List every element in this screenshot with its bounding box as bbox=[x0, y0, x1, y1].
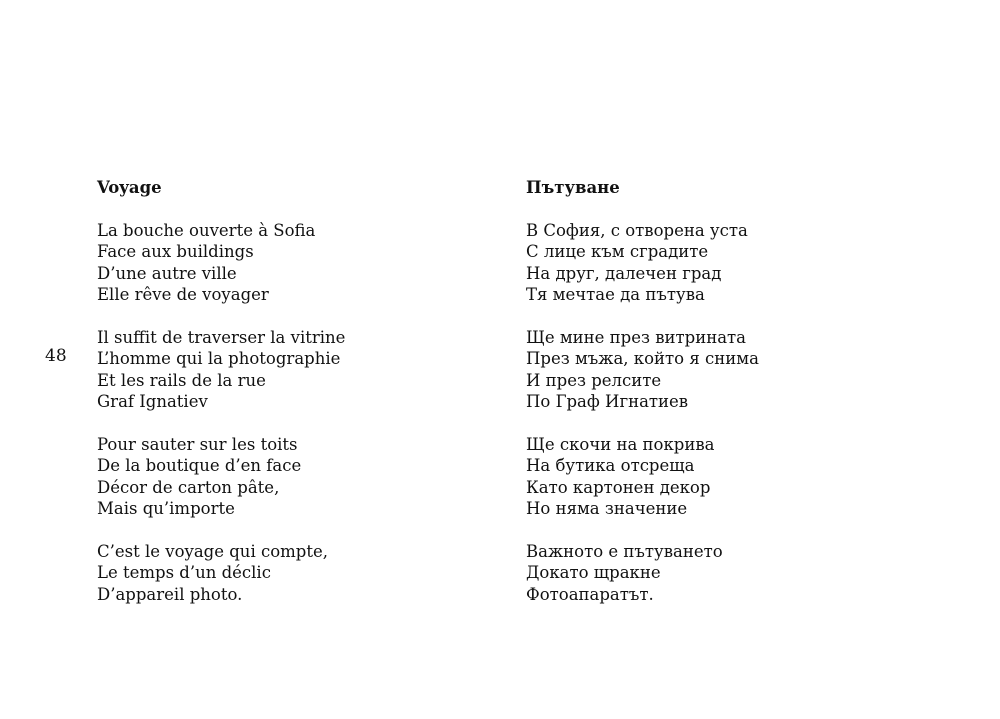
stanza bbox=[97, 434, 345, 520]
poem-line: Важното е пътуването bbox=[526, 541, 723, 561]
poem-line: В София, с отворена уста bbox=[526, 220, 748, 240]
poem-line: Graf Ignatiev bbox=[97, 392, 208, 412]
stanza bbox=[526, 220, 759, 306]
poem-bulgarian bbox=[526, 177, 759, 626]
poem-line: D’une autre ville bbox=[97, 263, 237, 283]
poem-line: Face aux buildings bbox=[97, 242, 254, 262]
poem-title-french: Voyage bbox=[97, 178, 162, 197]
poem-line: На бутика отсреща bbox=[526, 456, 695, 476]
poem-line: Като картонен декор bbox=[526, 477, 711, 497]
poem-line: Ще скочи на покрива bbox=[526, 434, 715, 454]
poem-line: Фотоапаратът. bbox=[526, 584, 654, 604]
stanza bbox=[97, 541, 345, 605]
poem-line: Тя мечтае да пътува bbox=[526, 285, 705, 305]
poem-line: Ще мине през витрината bbox=[526, 327, 747, 347]
poem-line: По Граф Игнатиев bbox=[526, 392, 689, 412]
poem-line: Et les rails de la rue bbox=[97, 370, 266, 390]
stanza bbox=[526, 327, 759, 413]
poem-line: La bouche ouverte à Sofia bbox=[97, 220, 316, 240]
stanza bbox=[526, 434, 759, 520]
stanza bbox=[97, 327, 345, 413]
poem-line: L’homme qui la photographie bbox=[97, 349, 341, 369]
poem-line: На друг, далечен град bbox=[526, 263, 722, 283]
poem-title-bulgarian: Пътуване bbox=[526, 178, 620, 197]
poem-line: И през релсите bbox=[526, 370, 662, 390]
poem-line: D’appareil photo. bbox=[97, 584, 243, 604]
stanza bbox=[526, 541, 759, 605]
poem-line: Pour sauter sur les toits bbox=[97, 434, 298, 454]
poem-line: Докато щракне bbox=[526, 563, 661, 583]
poem-line: С лице към сградите bbox=[526, 242, 709, 262]
poem-line: De la boutique d’en face bbox=[97, 456, 302, 476]
poem-french bbox=[97, 177, 345, 626]
poem-line: Но няма значение bbox=[526, 499, 688, 519]
poem-line: През мъжа, който я снима bbox=[526, 349, 759, 369]
page-number: 48 bbox=[45, 346, 67, 366]
poem-line: Il suffit de traverser la vitrine bbox=[97, 327, 346, 347]
poem-line: Elle rêve de voyager bbox=[97, 285, 269, 305]
poem-line: C’est le voyage qui compte, bbox=[97, 541, 328, 561]
poem-line: Mais qu’importe bbox=[97, 499, 235, 519]
poem-line: Le temps d’un déclic bbox=[97, 563, 271, 583]
poem-line: Décor de carton pâte, bbox=[97, 477, 280, 497]
stanza bbox=[97, 220, 345, 306]
